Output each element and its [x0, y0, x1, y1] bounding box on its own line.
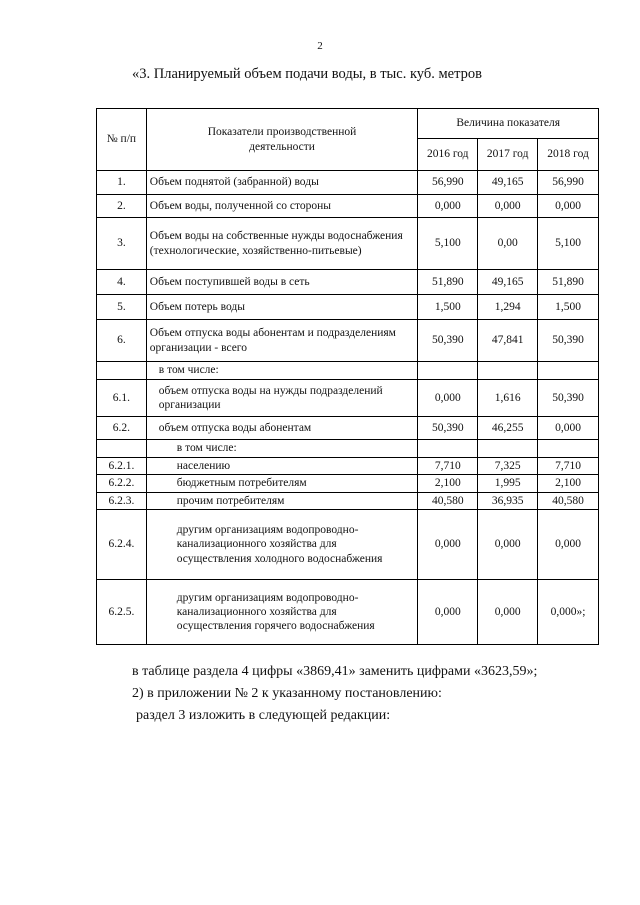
row-value-2016: 0,000: [418, 510, 478, 580]
row-value-2017: 0,00: [478, 218, 538, 270]
row-value-2016: 51,890: [418, 270, 478, 295]
row-value-2018: 56,990: [538, 171, 599, 195]
row-name: Объем поднятой (забранной) воды: [146, 171, 418, 195]
row-value-2016: 7,710: [418, 458, 478, 475]
row-value-2018: 0,000: [538, 195, 599, 218]
row-value-2016: [418, 362, 478, 380]
row-num: [97, 362, 147, 380]
table-row: [97, 320, 599, 362]
row-value-2016: 0,000: [418, 195, 478, 218]
row-value-2018: 0,000: [538, 417, 599, 440]
table-row: [97, 580, 599, 645]
row-name: Объем потерь воды: [146, 295, 418, 320]
row-num: 6.: [97, 320, 147, 362]
page-number: 2: [317, 40, 323, 52]
row-value-2017: 0,000: [478, 580, 538, 645]
header-year-2016: 2016 год: [418, 139, 478, 171]
header-value-group: Величина показателя: [418, 109, 599, 139]
row-num: 6.2.1.: [97, 458, 147, 475]
amendment-line-1: в таблице раздела 4 цифры «3869,41» заменить цифрами «3623,59»;: [132, 664, 538, 679]
row-value-2017: 0,000: [478, 510, 538, 580]
water-supply-table: [96, 108, 599, 645]
row-value-2017: 1,294: [478, 295, 538, 320]
table-row: [97, 295, 599, 320]
row-name: Объем воды, полученной со стороны: [146, 195, 418, 218]
row-name: в том числе:: [146, 440, 418, 458]
row-value-2018: [538, 440, 599, 458]
row-value-2017: [478, 362, 538, 380]
row-value-2017: 47,841: [478, 320, 538, 362]
row-value-2016: [418, 440, 478, 458]
table-row: [97, 492, 599, 509]
row-value-2017: 1,616: [478, 380, 538, 417]
row-num: 6.2.: [97, 417, 147, 440]
row-value-2016: 50,390: [418, 417, 478, 440]
row-name: Объем отпуска воды абонентам и подразделениям организации - всего: [146, 320, 418, 362]
row-num: 3.: [97, 218, 147, 270]
row-num: 6.2.2.: [97, 475, 147, 492]
row-num: 6.2.5.: [97, 580, 147, 645]
row-value-2018: [538, 362, 599, 380]
row-value-2017: 49,165: [478, 171, 538, 195]
table-row: [97, 218, 599, 270]
header-year-2017: 2017 год: [478, 139, 538, 171]
row-num: 2.: [97, 195, 147, 218]
row-value-2017: 36,935: [478, 492, 538, 509]
row-value-2016: 1,500: [418, 295, 478, 320]
row-name: прочим потребителям: [146, 492, 418, 509]
table-row: [97, 510, 599, 580]
row-num: 1.: [97, 171, 147, 195]
table-row: [97, 458, 599, 475]
row-value-2018: 1,500: [538, 295, 599, 320]
table-row: [97, 380, 599, 417]
table-row: [97, 362, 599, 380]
row-value-2017: 0,000: [478, 195, 538, 218]
row-value-2017: 7,325: [478, 458, 538, 475]
table-row: [97, 440, 599, 458]
row-value-2017: 49,165: [478, 270, 538, 295]
row-value-2018: 50,390: [538, 380, 599, 417]
row-value-2016: 0,000: [418, 380, 478, 417]
row-num: [97, 440, 147, 458]
row-num: 5.: [97, 295, 147, 320]
header-num: № п/п: [97, 109, 147, 171]
row-name: Объем поступившей воды в сеть: [146, 270, 418, 295]
row-value-2017: 1,995: [478, 475, 538, 492]
row-value-2016: 5,100: [418, 218, 478, 270]
row-name: Объем воды на собственные нужды водоснабжения (технологические, хозяйственно-питьевые): [146, 218, 418, 270]
table-row: [97, 475, 599, 492]
table-row: [97, 171, 599, 195]
row-value-2018: 2,100: [538, 475, 599, 492]
header-indicator: Показатели производственной деятельности: [146, 109, 418, 171]
amendment-line-2: 2) в приложении № 2 к указанному постановлению:: [132, 686, 442, 701]
row-name: населению: [146, 458, 418, 475]
row-num: 6.1.: [97, 380, 147, 417]
row-name: объем отпуска воды абонентам: [146, 417, 418, 440]
row-value-2018: 5,100: [538, 218, 599, 270]
row-value-2018: 51,890: [538, 270, 599, 295]
row-value-2017: [478, 440, 538, 458]
amendment-line-3: раздел 3 изложить в следующей редакции:: [136, 708, 391, 723]
row-value-2017: 46,255: [478, 417, 538, 440]
row-value-2018: 0,000: [538, 510, 599, 580]
table-row: [97, 195, 599, 218]
row-num: 6.2.3.: [97, 492, 147, 509]
header-year-2018: 2018 год: [538, 139, 599, 171]
row-name: объем отпуска воды на нужды подразделений организации: [146, 380, 418, 417]
table-row: [97, 417, 599, 440]
row-value-2016: 2,100: [418, 475, 478, 492]
row-value-2016: 0,000: [418, 580, 478, 645]
row-value-2018: 40,580: [538, 492, 599, 509]
row-name: другим организациям водопроводно-канализационного хозяйства для осуществления холодного водоснабжения: [146, 510, 418, 580]
row-num: 6.2.4.: [97, 510, 147, 580]
section-heading: «3. Планируемый объем подачи воды, в тыс. куб. метров: [132, 66, 482, 82]
row-value-2016: 56,990: [418, 171, 478, 195]
table-row: [97, 270, 599, 295]
row-value-2018: 7,710: [538, 458, 599, 475]
row-value-2016: 50,390: [418, 320, 478, 362]
row-num: 4.: [97, 270, 147, 295]
row-name: бюджетным потребителям: [146, 475, 418, 492]
row-value-2018: 50,390: [538, 320, 599, 362]
row-name: другим организациям водопроводно-канализационного хозяйства для осуществления горячего водоснабжения: [146, 580, 418, 645]
row-name: в том числе:: [146, 362, 418, 380]
row-value-2016: 40,580: [418, 492, 478, 509]
row-value-2018: 0,000»;: [538, 580, 599, 645]
